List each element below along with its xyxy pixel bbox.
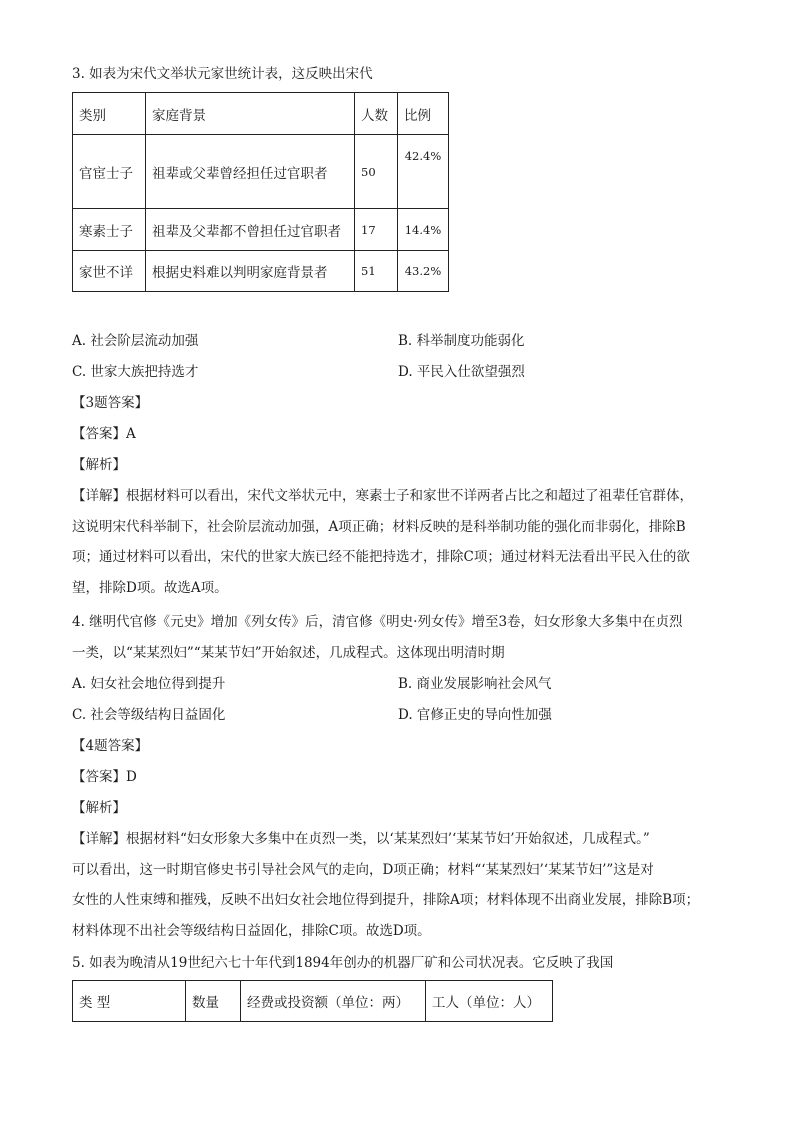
table-cell: 祖辈及父辈都不曾担任过官职者 <box>146 209 355 251</box>
table-row <box>73 251 449 292</box>
table-cell: 51 <box>355 251 398 292</box>
table-cell: 家世不详 <box>73 251 146 292</box>
q4-option-c: C. 社会等级结构日益固化 <box>72 707 226 723</box>
table-header-cell: 类 型 <box>73 981 186 1022</box>
q4-stem-line: 一类，以“某某烈妇”“某某节妇”开始叙述，几成程式。这体现出明清时期 <box>72 644 505 661</box>
table-row <box>73 209 449 251</box>
table-header-cell: 经费或投资额（单位：两） <box>241 981 426 1022</box>
table-cell: 50 <box>355 135 398 209</box>
q3-option-c: C. 世家大族把持选才 <box>72 364 199 380</box>
q4-detail-line: 【详解】根据材料“妇女形象大多集中在贞烈一类，以‘某某烈妇’‘某某节妇’开始叙述，几成程式。” <box>72 831 650 847</box>
q5-table <box>72 980 553 1022</box>
table-cell: 43.2% <box>398 251 449 292</box>
q4-answer: 【答案】D <box>72 769 137 785</box>
table-cell: 17 <box>355 209 398 251</box>
table-cell: 42.4% <box>398 135 449 209</box>
table-header-cell: 类别 <box>73 93 146 135</box>
q4-detail-line: 可以看出，这一时期官修史书引导社会风气的走向，D项正确；材料“‘某某烈妇’‘某某节妇’”这是对 <box>72 861 654 878</box>
table-cell: 祖辈或父辈曾经担任过官职者 <box>146 135 355 209</box>
q4-detail <box>72 824 732 946</box>
table-header-row <box>73 93 449 135</box>
q4-option-a: A. 妇女社会地位得到提升 <box>72 676 226 692</box>
q3-answer: 【答案】A <box>72 426 136 442</box>
q4-stem-line: 4. 继明代官修《元史》增加《列女传》后，清官修《明史·列女传》增至3卷，妇女形象大多集中在贞烈 <box>72 614 683 630</box>
q5-stem: 5. 如表为晚清从19世纪六七十年代到1894年创办的机器厂矿和公司状况表。它反映了我国 <box>72 955 614 971</box>
q4-answer-heading: 【4题答案】 <box>72 738 149 754</box>
q3-stem: 3. 如表为宋代文举状元家世统计表，这反映出宋代 <box>72 66 373 82</box>
q3-answer-heading: 【3题答案】 <box>72 395 149 411</box>
q4-option-d: D. 官修正史的导向性加强 <box>398 707 552 723</box>
q3-detail-line: 望，排除D项。故选A项。 <box>72 579 228 596</box>
q4-option-b: B. 商业发展影响社会风气 <box>398 676 552 692</box>
table-cell: 寒素士子 <box>73 209 146 251</box>
q4-analysis-heading: 【解析】 <box>72 800 126 816</box>
q3-option-b: B. 科举制度功能弱化 <box>398 333 525 349</box>
q4-detail-line: 材料体现不出社会等级结构日益固化，排除C项。故选D项。 <box>72 922 431 939</box>
table-cell: 14.4% <box>398 209 449 251</box>
table-row <box>73 135 449 209</box>
table-cell: 官宦士子 <box>73 135 146 209</box>
q3-option-d: D. 平民入仕欲望强烈 <box>398 364 525 380</box>
q3-table <box>72 92 449 292</box>
table-header-cell: 数量 <box>186 981 241 1022</box>
q4-detail-line: 女性的人性束缚和摧残，反映不出妇女社会地位得到提升，排除A项；材料体现不出商业发展，排除B项； <box>72 892 700 909</box>
q3-option-a: A. 社会阶层流动加强 <box>72 333 199 349</box>
table-header-row <box>73 981 553 1022</box>
q3-detail-line: 项；通过材料可以看出，宋代的世家大族已经不能把持选才，排除C项；通过材料无法看出平民入仕的欲 <box>72 549 690 566</box>
table-header-cell: 家庭背景 <box>146 93 355 135</box>
table-header-cell: 工人（单位：人） <box>426 981 553 1022</box>
table-cell: 根据史料难以判明家庭背景者 <box>146 251 355 292</box>
q3-detail <box>72 481 732 603</box>
q3-detail-line: 【详解】根据材料可以看出，宋代文举状元中，寒素士子和家世不详两者占比之和超过了祖辈任官群体， <box>72 488 693 504</box>
table-header-cell: 人数 <box>355 93 398 135</box>
q4-stem <box>72 607 732 668</box>
q3-analysis-heading: 【解析】 <box>72 457 126 473</box>
q3-detail-line: 这说明宋代科举制下，社会阶层流动加强，A项正确；材料反映的是科举制功能的强化而非弱化，排除B <box>72 518 686 535</box>
table-header-cell: 比例 <box>398 93 449 135</box>
